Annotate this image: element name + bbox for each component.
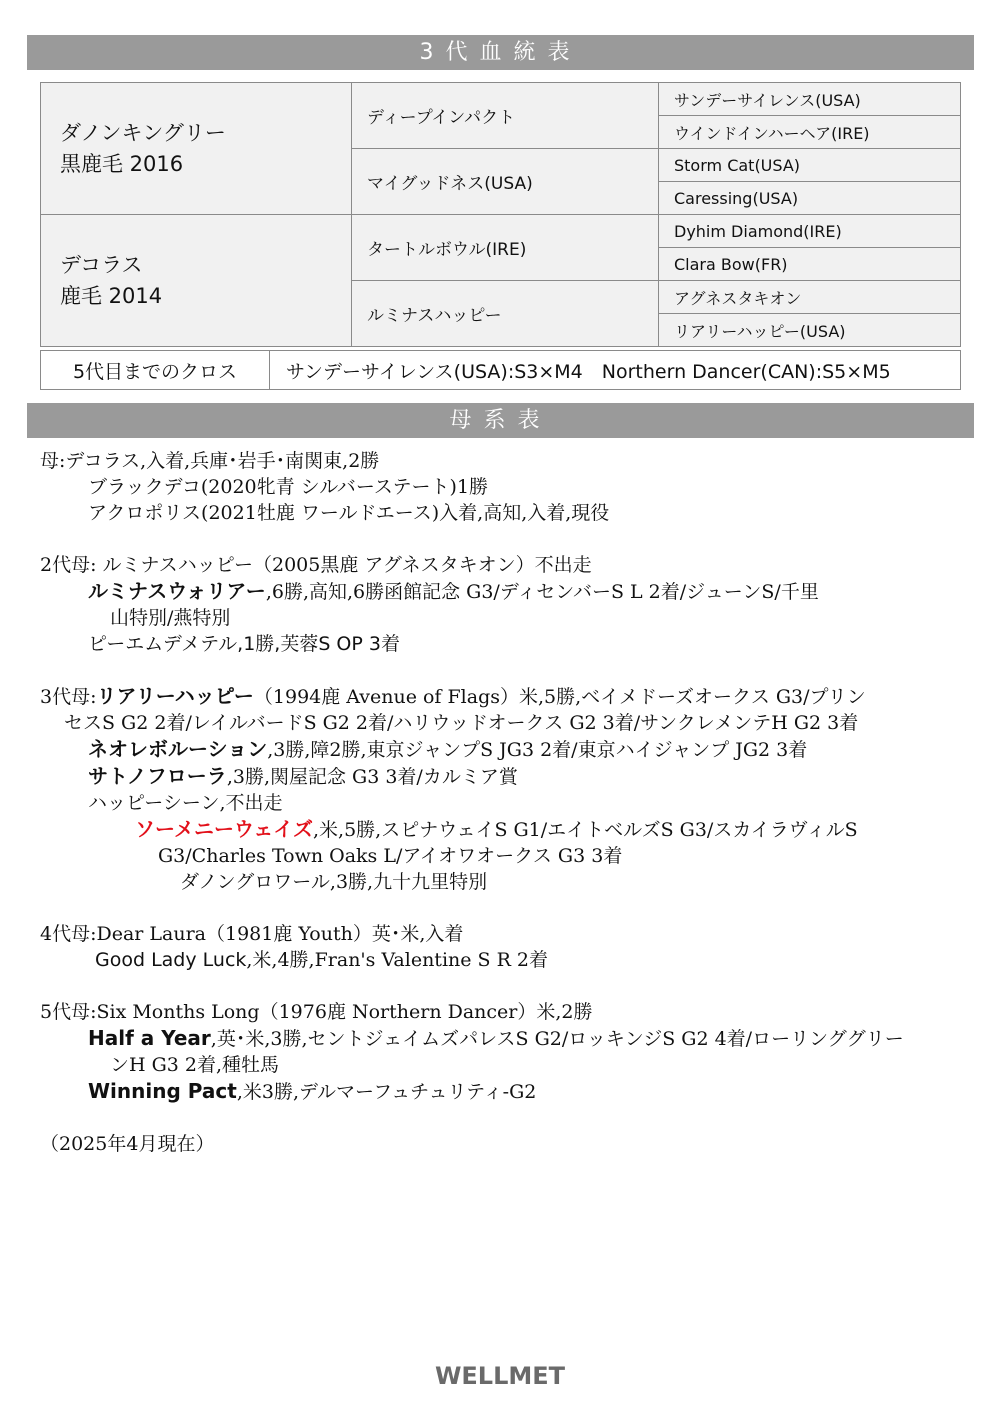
horse-name: リアリーハッピー [96,684,254,708]
pedigree-header: 3代血統表 [27,35,974,70]
second-dam-offspring-1 [40,578,970,605]
sire-sire-sire: サンデーサイレンス(USA) [659,83,961,116]
sire-sire-dam: ウインドインハーヘア(IRE) [659,116,961,149]
fifth-dam-offspring-1-cont: ンH G3 2着,種牡馬 [110,1054,280,1076]
horse-name: Good Lady Luck [95,949,247,971]
dam-dam-dam: リアリーハッピー(USA) [659,314,961,347]
dam-line: 母:デコラス,入着,兵庫･岩手･南関東,2勝 [40,450,380,472]
horse-name: サトノフローラ [88,764,227,788]
third-dam-offspring-2 [40,763,970,790]
third-dam-offspring-1 [40,736,970,763]
grandchild-line [40,816,970,843]
pedigree-table [40,82,961,347]
dam-offspring-2: アクロポリス(2021牡鹿 ワールドエース)入着,高知,入着,現役 [88,502,610,524]
wellmet-logo: WELLMET [434,1362,566,1390]
sire-dam-dam: Caressing(USA) [659,182,961,215]
horse-record: ,英･米,3勝,セントジェイムズパレスS G2/ロッキンジS G2 4着/ローリンググリー [210,1028,904,1050]
horse-name: Winning Pact [88,1079,237,1103]
fifth-dam-offspring-2 [40,1078,970,1105]
great-grandchild-line: ダノングロワール,3勝,九十九里特別 [180,871,488,893]
horse-name: ルミナスウォリアー [88,579,266,603]
fifth-dam-line: 5代母:Six Months Long（1976鹿 Northern Dancer）米,2勝 [40,1001,593,1023]
female-line-body [40,448,970,1157]
horse-record: ,6勝,高知,6勝函館記念 G3/ディセンバーS L 2着/ジューンS/千里 [265,581,819,603]
horse-record: ,3勝,障2勝,東京ジャンプS JG3 2着/東京ハイジャンプ JG2 3着 [267,739,808,761]
dam-sire-dam: Clara Bow(FR) [659,248,961,281]
dam-dam: ルミナスハッピー [352,281,659,347]
horse-record: ,米,5勝,スピナウェイS G1/エイトベルズS G3/スカイラヴィルS [313,819,858,841]
dam-name: デコラス [60,252,143,277]
second-dam-line: 2代母: ルミナスハッピー（2005黒鹿 アグネスタキオン）不出走 [40,554,592,576]
horse-record: ,米3勝,デルマーフュチュリティ-G2 [236,1081,537,1103]
third-dam-line [40,683,970,710]
fifth-dam-offspring-1 [40,1025,970,1052]
sire-info: 黒鹿毛 2016 [60,151,184,176]
horse-name: ネオレボルーション [88,737,268,761]
dam-dam-sire: アグネスタキオン [659,281,961,314]
second-dam-offspring-2 [40,631,970,657]
sire-dam-sire: Storm Cat(USA) [659,149,961,182]
generation-label: 3代母: [40,686,97,708]
dam-sire-sire: Dyhim Diamond(IRE) [659,215,961,248]
cross-table [40,350,961,390]
dam-sire: タートルボウル(IRE) [352,215,659,281]
horse-name: ソーメニーウェイズ [135,817,313,841]
horse-record: ,3勝,関屋記念 G3 3着/カルミア賞 [226,766,518,788]
horse-record: ピーエムデメテル,1勝,芙蓉S OP 3着 [88,633,400,655]
horse-name: Half a Year [88,1026,211,1050]
sire-dam: マイグッドネス(USA) [352,149,659,215]
sire-name: ダノンキングリー [60,120,226,145]
third-dam-offspring-3: ハッピーシーン,不出走 [88,792,283,814]
fourth-dam-offspring-1 [40,947,970,973]
dam-cell [41,215,352,347]
cross-label: 5代目までのクロス [41,351,270,390]
dam-info: 鹿毛 2014 [60,283,163,308]
dam-offspring-1: ブラックデコ(2020牝青 シルバーステート)1勝 [88,476,489,498]
female-line-header: 母系表 [27,403,974,438]
fourth-dam-line: 4代母:Dear Laura（1981鹿 Youth）英･米,入着 [40,923,464,945]
cross-value: サンデーサイレンス(USA):S3×M4 Northern Dancer(CAN):S5×M5 [270,351,961,390]
third-dam-line-cont: セスS G2 2着/レイルバードS G2 2着/ハリウッドオークス G2 3着/サンクレメンテH G2 3着 [64,712,859,734]
second-dam-offspring-1-cont: 山特別/燕特別 [110,607,231,629]
sire-cell [41,83,352,215]
as-of-date: （2025年4月現在） [40,1133,215,1155]
horse-record: ,米,4勝,Fran's Valentine S R 2着 [246,949,549,971]
sire-sire: ディープインパクト [352,83,659,149]
horse-record: （1994鹿 Avenue of Flags）米,5勝,ベイメドーズオークス G3/プリン [253,686,866,708]
grandchild-line-cont: G3/Charles Town Oaks L/アイオワオークス G3 3着 [158,845,623,867]
